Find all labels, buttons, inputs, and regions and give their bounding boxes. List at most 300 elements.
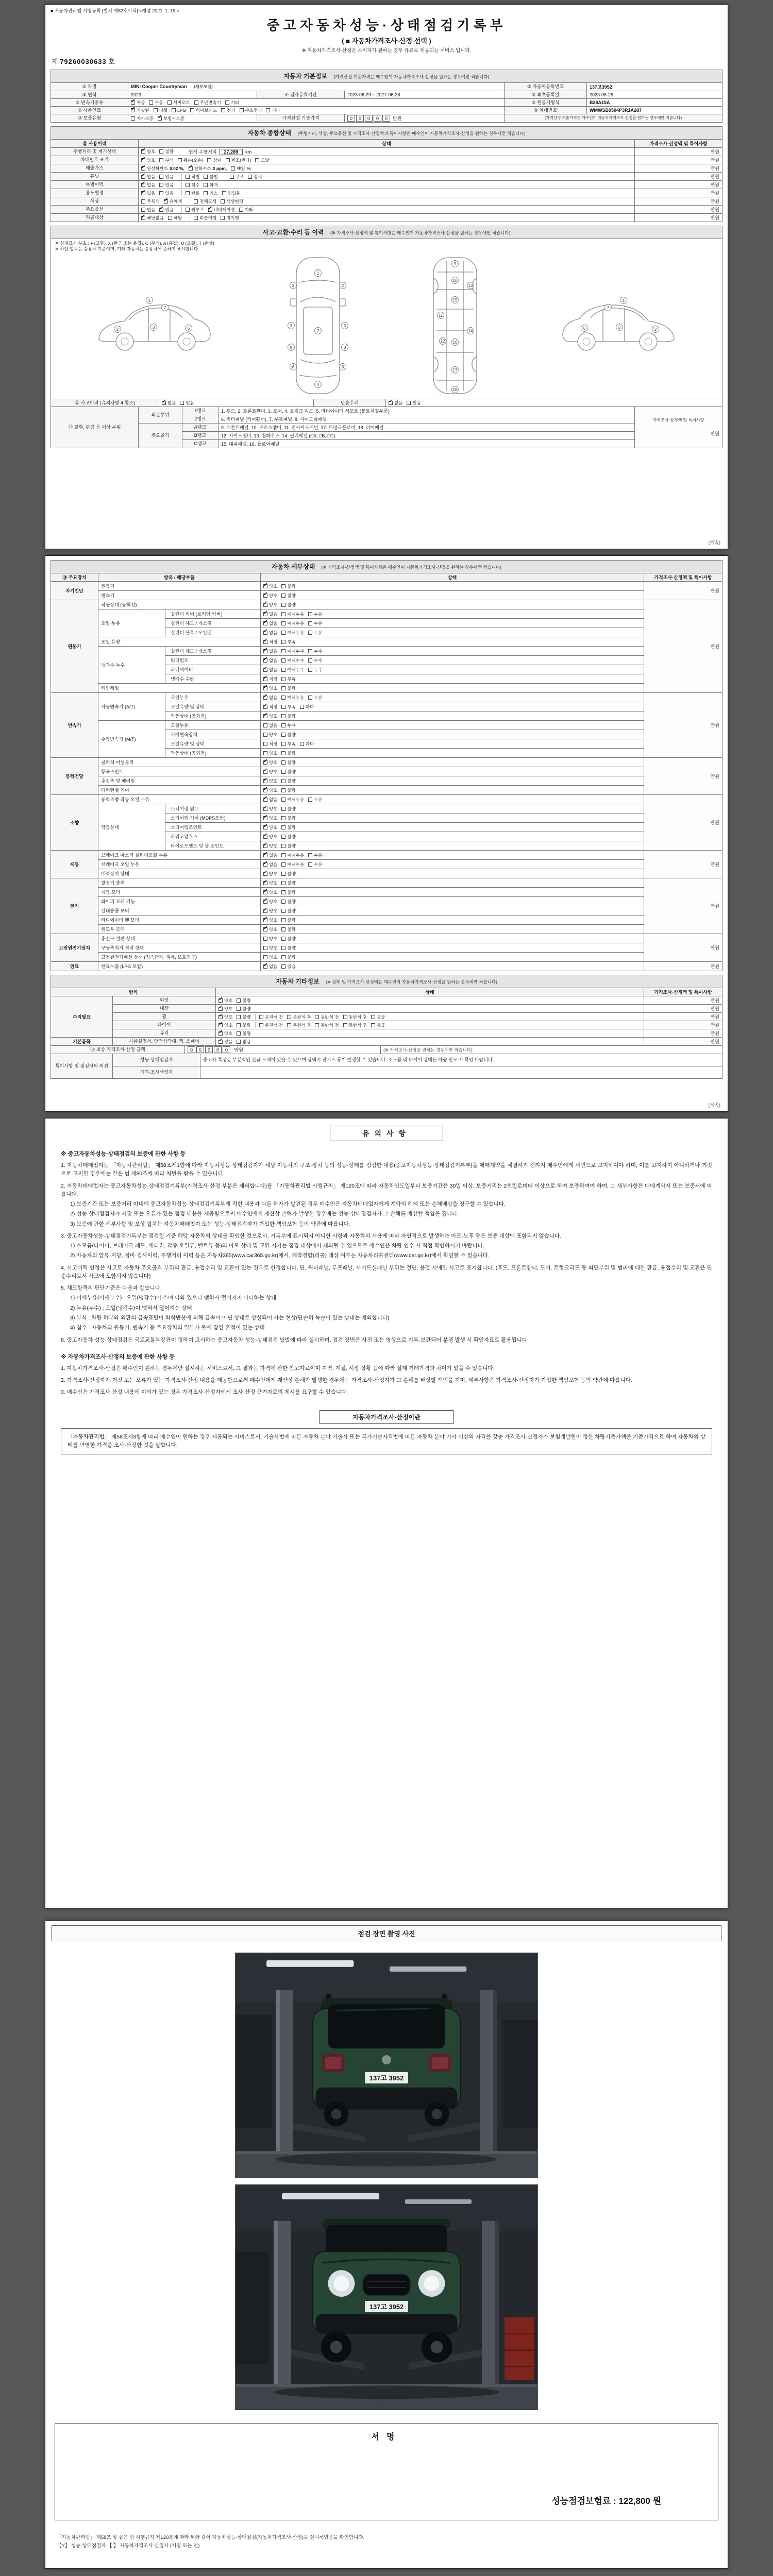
field-label: ⑨ 차대번호 <box>505 107 587 114</box>
price-cell: 만원 <box>644 962 722 971</box>
page-4 <box>45 1921 728 2569</box>
checkbox-label: 불량 <box>242 1022 251 1028</box>
checkbox-label: 양호 <box>269 871 278 876</box>
field-label: ⑤ 최초등록일 <box>505 91 587 99</box>
checkbox-icon <box>221 108 225 112</box>
checkbox-checked-icon <box>263 612 267 616</box>
item-label: 와이퍼 모터 기능 <box>98 897 261 906</box>
state-options <box>261 637 644 647</box>
checkbox-option <box>343 1014 367 1020</box>
price-cell: 만원 <box>644 1038 722 1046</box>
signature-title: 서명 <box>371 2433 402 2442</box>
checkbox-label: 없음 <box>269 722 278 728</box>
checkbox-label: 없음 <box>269 861 278 867</box>
checkbox-label: 양호 <box>269 750 278 756</box>
checkbox-icon <box>237 998 241 1003</box>
brand-emblem <box>382 2055 391 2064</box>
state-options <box>261 591 644 600</box>
checkbox-option <box>154 107 167 113</box>
car-rear-view <box>313 1994 461 2127</box>
checkbox-label: 양호 <box>224 997 233 1003</box>
appraiser-comment <box>200 1066 722 1079</box>
checkbox-label: 침수 <box>191 182 200 188</box>
checkbox-option <box>281 583 295 589</box>
field-value: MINI Cooper Countryman (세부모델) <box>128 83 505 91</box>
checkbox-option <box>131 107 149 113</box>
checkbox-label: 있음 <box>412 400 421 405</box>
svg-text:8: 8 <box>290 345 292 350</box>
basic-info-row <box>51 83 722 91</box>
checkbox-label: 자가보증 <box>137 115 154 121</box>
price-cell <box>635 406 722 448</box>
checkbox-icon <box>281 872 285 876</box>
checkbox-label: 불량 <box>287 880 296 886</box>
price-cell: 만원 <box>644 878 722 934</box>
checkbox-checked-icon <box>263 770 267 774</box>
state-options <box>261 841 644 851</box>
state-options <box>261 767 644 776</box>
checkbox-option <box>263 732 277 738</box>
misc-row <box>51 1005 722 1013</box>
checkbox-checked-icon <box>263 631 267 635</box>
checkbox-option <box>281 769 295 775</box>
checkbox-icon <box>281 825 285 829</box>
checkbox-option <box>141 182 155 188</box>
notice-item: 3. 매수인은 가격조사·산정 내용에 이의가 있는 경우 가격조사·산정자에게 조사·산정 근거자료의 제시를 요구할 수 있습니다. <box>61 1389 348 1396</box>
price-cell: 만원 <box>644 582 722 600</box>
svg-text:12: 12 <box>440 338 445 344</box>
checkbox-icon <box>281 733 285 737</box>
checkbox-option <box>189 165 227 172</box>
state-options <box>216 1029 644 1038</box>
checkbox-option <box>263 778 277 784</box>
remark-row <box>51 1066 722 1079</box>
checkbox-icon <box>263 742 267 746</box>
checkbox-option <box>281 871 295 877</box>
device-name: 연료 <box>51 962 98 971</box>
checkbox-option <box>266 107 280 113</box>
price-cell: 만원 <box>635 181 722 189</box>
checkbox-option <box>248 174 262 180</box>
ceiling-light <box>405 2199 472 2204</box>
section-title: 자동차 종합상태 <box>247 129 291 137</box>
checkbox-icon <box>281 751 285 755</box>
checkbox-option <box>219 1006 232 1012</box>
checkbox-label: 동반석 전 <box>321 1022 339 1028</box>
field-label: ⑧ 원동기형식 <box>505 99 587 107</box>
checkbox-option <box>237 1014 250 1020</box>
checkbox-checked-icon <box>162 401 166 405</box>
item-label: 수동변속기 (M/T) <box>98 721 165 758</box>
price-cell: 만원 <box>635 156 722 164</box>
state-options <box>261 953 644 962</box>
item-label: 작동상태 <box>98 804 165 851</box>
checkbox-icon <box>308 631 312 635</box>
row-state <box>139 156 635 164</box>
checkbox-option <box>263 602 277 608</box>
checkbox-label: 없음 <box>242 1039 251 1044</box>
checkbox-checked-icon <box>263 853 267 857</box>
checkbox-icon <box>141 208 145 212</box>
option-group <box>141 190 181 196</box>
remark-row <box>51 1054 722 1066</box>
checkbox-icon <box>281 927 285 931</box>
checkbox-checked-icon <box>263 964 267 969</box>
svg-text:7: 7 <box>607 305 609 310</box>
checkbox-option <box>237 1039 250 1045</box>
checkbox-checked-icon <box>131 108 135 112</box>
checkbox-option <box>281 899 295 905</box>
row-state <box>139 206 635 214</box>
side-mirror-left <box>305 2258 315 2265</box>
checkbox-icon <box>259 1023 263 1027</box>
checkbox-option <box>281 936 295 942</box>
svg-text:2: 2 <box>116 327 119 332</box>
doc-no-suffix: 호 <box>108 58 115 65</box>
subitem-label: 오일누유 <box>165 721 261 730</box>
checkbox-icon <box>237 1015 241 1019</box>
notice-section-heading: ※ 중고자동차성능·상태점검의 보증에 관한 사항 등 <box>61 1151 186 1157</box>
price-cell: 만원 <box>644 934 722 962</box>
section-note: (주행거리, 색상, 주요옵션 및 가격조사·산정액과 특이사항은 매수인이 자동차가격조사·산정을 원하는 경우에만 적습니다) <box>297 131 526 136</box>
section-title: 사고·교환·수리 등 이력 <box>262 229 324 236</box>
checkbox-label: 부족 <box>287 741 296 747</box>
field-label: ① 차명 <box>51 83 128 91</box>
checkbox-option <box>389 400 402 406</box>
checkbox-icon <box>343 1015 347 1019</box>
checkbox-option <box>308 620 322 626</box>
checkbox-option <box>281 759 295 766</box>
overall-row <box>51 197 722 206</box>
basic-info-row <box>51 107 722 114</box>
checkbox-icon <box>159 183 163 187</box>
checkbox-icon <box>281 696 285 700</box>
checkbox-option <box>263 936 277 942</box>
notice-item: 1. 자동차가격조사·산정은 매수인이 원하는 경우에만 실시하는 서비스로서, 그 결과는 가격에 관한 참고자료이며 지역, 계절, 시장 상황 등에 따라 실제 거래가격과 차이가 있을 수 있습니다. <box>61 1365 495 1371</box>
state-options <box>261 730 644 739</box>
checkbox-option <box>263 583 277 589</box>
checkbox-label: 양호 <box>224 1014 233 1020</box>
checkbox-icon <box>186 183 190 187</box>
svg-text:6: 6 <box>292 364 294 369</box>
section-accident-history <box>51 226 722 239</box>
row-state <box>139 148 635 156</box>
price-cell: 만원 <box>644 758 722 795</box>
checkbox-option <box>141 165 184 172</box>
checkbox-icon <box>315 1023 319 1027</box>
checkbox-label: 없음 <box>394 400 403 405</box>
option-group <box>141 174 181 180</box>
accident-history-label: ⑫ 사고이력 (유의사항 4 참조) <box>51 399 159 406</box>
checkbox-option <box>219 1039 232 1045</box>
checkbox-option <box>259 1014 283 1020</box>
measured-value: 0.02 %, <box>170 165 184 171</box>
checkbox-option <box>141 157 155 163</box>
field-value: 2023 <box>128 91 257 99</box>
checkbox-icon <box>308 696 312 700</box>
checkbox-option <box>263 648 277 654</box>
price-survey-note: ※ 자동차가격조사·산정은 소비자가 원하는 경우 유료로 제공되는 서비스 입니다. <box>301 48 472 54</box>
device-name: 자기진단 <box>51 582 98 600</box>
checkbox-icon <box>371 1023 375 1027</box>
checkbox-label: 양호 <box>269 843 278 849</box>
checkbox-icon <box>194 216 198 220</box>
section-title: 자동차 세부상태 <box>271 563 315 570</box>
checkbox-icon <box>281 816 285 820</box>
checkbox-label: 누유 <box>287 722 296 728</box>
option-group <box>190 215 247 221</box>
checkbox-label: 불량 <box>165 149 174 154</box>
final-price-note: (※ 가격조사·산정을 원하는 경우에만 적습니다) <box>381 1046 722 1054</box>
checkbox-label: 양호 <box>269 908 278 913</box>
notice-subitem: 3) 보증에 관한 세부사항 및 보상 절차는 자동차매매업자 또는 성능·상태점검자가 가입한 책임보험 등의 약관에 따릅니다. <box>70 1221 350 1227</box>
checkbox-label: 과다 <box>305 704 314 709</box>
option-group <box>226 174 270 180</box>
overall-row <box>51 156 722 164</box>
item-label: 실내송풍 모터 <box>98 906 261 916</box>
checkbox-icon <box>281 844 285 848</box>
checkbox-label: 없음 <box>269 852 278 858</box>
checkbox-icon <box>204 175 208 179</box>
checkbox-label: 불량 <box>287 592 296 598</box>
checkbox-option <box>231 165 250 172</box>
price-note-label: (가격산정 기준가격은 매수인이 자동차가격조사·산정을 원하는 경우에만 적습니다) <box>505 114 722 123</box>
document-number <box>52 56 722 66</box>
checkbox-checked-icon <box>219 1023 223 1027</box>
checkbox-option <box>263 880 277 886</box>
checkbox-label: 있음 <box>224 1039 233 1044</box>
notice-title: 유의사항 <box>330 1126 443 1141</box>
checkbox-option <box>281 722 295 728</box>
checkbox-option <box>204 190 217 196</box>
checkbox-checked-icon <box>263 668 267 672</box>
checkbox-option <box>204 174 217 180</box>
checkbox-label: 없음 <box>269 694 278 700</box>
checkbox-option <box>164 198 182 205</box>
checkbox-label: LPG <box>177 108 187 113</box>
misc-row <box>51 1013 722 1021</box>
svg-text:7: 7 <box>164 305 166 310</box>
state-options <box>261 674 644 684</box>
svg-text:3: 3 <box>618 325 620 330</box>
checkbox-icon <box>194 100 198 105</box>
accident-history-row <box>51 399 722 406</box>
checkbox-icon <box>149 100 153 105</box>
checkbox-icon <box>308 668 312 672</box>
field-label: ⑦ 사용연료 <box>51 107 128 114</box>
field-label: 가격산정 기준가격 <box>257 114 345 123</box>
checkbox-label: 미세누유 <box>287 694 305 700</box>
checkbox-icon <box>266 108 270 112</box>
checkbox-option <box>131 115 154 122</box>
checkbox-label: 양호 <box>269 889 278 895</box>
checkbox-option <box>281 685 295 691</box>
checkbox-label: 있음 <box>165 174 174 179</box>
checkbox-option <box>263 889 277 895</box>
checkbox-option <box>237 997 250 1004</box>
detail-row <box>51 851 722 860</box>
notice-subitem: 2) 자동차의 압류·저당, 정비·검사이력, 주행거리 이력 등은 자동차365(www.car365.go.kr)에서, 제작결함(리콜) 대상 여부는 자동차리콜센터(www.car.go.kr)에서 확인할 수 있습니다. <box>70 1252 490 1259</box>
checkbox-icon <box>281 603 285 607</box>
checkbox-icon <box>159 158 163 162</box>
checkbox-option <box>221 198 243 205</box>
rank-row <box>51 423 722 431</box>
fuel-options <box>128 107 505 114</box>
checkbox-label: 없음 <box>269 630 278 635</box>
item-label: 연료누출 (LPG 포함) <box>98 962 261 971</box>
checkbox-label: 불량 <box>242 997 251 1003</box>
checkbox-label: 누수 <box>314 667 323 672</box>
overall-row <box>51 173 722 181</box>
detail-row <box>51 888 722 897</box>
state-options <box>261 878 644 888</box>
checkbox-icon <box>281 686 285 690</box>
car-side-right-diagram <box>557 287 685 364</box>
rank-label: 2랭크 <box>182 415 219 423</box>
state-options <box>216 1013 644 1021</box>
checkbox-option <box>308 657 322 664</box>
checkbox-label: 매연 <box>237 165 245 171</box>
option-group <box>181 174 226 180</box>
checkbox-option <box>178 157 204 163</box>
checkbox-checked-icon <box>263 584 267 588</box>
notice-subitem: 3) 부식 : 차량 하부와 외판의 금속표면이 화학반응에 의해 금속이 아닌 상태로 상실되어 가는 현상(단순히 녹슬어 있는 상태는 제외합니다) <box>70 1314 390 1321</box>
notice-subitem: 4) 침수 : 자동차의 원동기, 변속기 등 주요장치의 일부가 물에 잠긴 흔적이 있는 상태 <box>70 1325 265 1331</box>
checkbox-label: 양호 <box>269 945 278 951</box>
checkbox-icon <box>281 677 285 681</box>
price-digit: 0 <box>214 1046 222 1053</box>
checkbox-label: 불량 <box>287 936 296 941</box>
checkbox-option <box>263 945 277 951</box>
checkbox-label: 불량 <box>287 685 296 691</box>
svg-text:14: 14 <box>468 328 473 333</box>
state-options <box>261 758 644 767</box>
checkbox-option <box>281 667 304 673</box>
submodel-label: (세부모델) <box>194 84 213 89</box>
state-options <box>261 711 644 721</box>
checkbox-option <box>308 667 322 673</box>
basic-items-group-label: 기본품목 <box>51 1038 113 1046</box>
checkbox-label: 불량 <box>287 713 296 719</box>
checkbox-icon <box>263 733 267 737</box>
checkbox-label: 부족 <box>287 639 296 645</box>
state-options <box>261 869 644 878</box>
checkbox-label: 불량 <box>287 583 296 589</box>
notice-subitem: 2) 성능·상태점검자가 거짓 또는 오류가 있는 점검 내용을 제공함으로써 매수인에게 재산상 손해가 발생한 경우에는 성능·상태점검자가 그 손해를 배상할 책임을 집니다. <box>70 1211 459 1217</box>
checkbox-option <box>141 190 155 196</box>
state-options <box>261 628 644 637</box>
subitem-label: 실린더 커버 (로커암 커버) <box>165 609 261 619</box>
checkbox-option <box>281 592 295 599</box>
field-value: 2023-06-29 <box>587 91 722 99</box>
checkbox-label: 없음 <box>269 796 278 802</box>
checkbox-option <box>186 174 199 180</box>
checkbox-checked-icon <box>263 621 267 625</box>
checkbox-option <box>308 611 322 617</box>
checkbox-option <box>281 880 295 886</box>
detail-row <box>51 943 722 953</box>
subitem-label: 스티어링 펌프 <box>165 804 261 814</box>
notice-item: 1. 자동차매매업자는 「자동차관리법」 제58조제1항에 따라 자동차성능·상태점검자가 해당 자동차의 구조·장치 등의 성능·상태를 점검한 내용(중고자동차성능·상태점검기록부)을 매매계약을 체결하기 전까지 매수인에게 서면으로 고지하여야 하며, 이를 고지하지 아니하거나 거짓으로 고지한 경우에는 같은 법 제80조에 따라 처벌을 받을 수 있습니다. <box>61 1162 712 1177</box>
doc-no-prefix: 제 <box>52 58 58 65</box>
price-cell: 만원 <box>644 600 722 693</box>
state-options <box>261 897 644 906</box>
notice-item: 2. 가격조사·산정자가 거짓 또는 오류가 있는 가격조사·산정 내용을 제공함으로써 매수인에게 재산상 손해가 발생한 경우에는 가격조사·산정자가 그 손해를 배상할 책임을 지며, 세부사항은 가격조사·산정자가 가입한 책임보험 등의 약관에 따릅니다. <box>61 1377 632 1384</box>
checkbox-label: 양호 <box>269 787 278 793</box>
checkbox-icon <box>259 1015 263 1019</box>
state-options <box>261 647 644 656</box>
checkbox-label: 양호 <box>269 713 278 719</box>
checkbox-icon <box>263 946 267 950</box>
checkbox-icon <box>186 175 190 179</box>
checkbox-icon <box>281 798 285 802</box>
item-label: 오일 유량 <box>98 637 261 647</box>
checkbox-icon <box>237 1040 241 1044</box>
checkbox-label: 리콜이행 <box>199 215 217 221</box>
checkbox-label: 적정 <box>269 676 278 682</box>
checkbox-checked-icon <box>263 760 267 765</box>
checkbox-label: 렌트 <box>191 190 200 196</box>
checkbox-checked-icon <box>141 216 145 220</box>
page-1 <box>45 4 728 549</box>
checkbox-label: 부족 <box>287 704 296 709</box>
checkbox-option <box>281 787 295 793</box>
checkbox-label: 전기 <box>227 108 236 113</box>
checkbox-option <box>263 713 277 719</box>
checkbox-option <box>308 796 322 803</box>
device-name: 제동 <box>51 851 98 878</box>
overall-header-row <box>51 140 722 148</box>
checkbox-checked-icon <box>263 844 267 848</box>
checkbox-option <box>263 676 277 682</box>
checkbox-label: 있음 <box>165 182 174 188</box>
checkbox-checked-icon <box>263 714 267 718</box>
device-name: 원동기 <box>51 600 98 693</box>
column-header: 항목 <box>51 988 216 996</box>
detail-header-row <box>51 573 722 582</box>
main-frame-group: 주요골격 <box>139 423 182 448</box>
checkbox-option <box>263 769 277 775</box>
checkbox-option <box>315 1022 339 1028</box>
checkbox-option <box>240 107 262 113</box>
price-cell: 만원 <box>635 197 722 206</box>
item-label: 윈도우 모터 <box>98 925 261 934</box>
svg-text:2: 2 <box>654 327 657 332</box>
checkbox-icon <box>281 918 285 922</box>
detail-row <box>51 582 722 591</box>
grille <box>363 2274 410 2296</box>
price-cell: 만원 <box>635 189 722 197</box>
subitem-label: 작동상태 (공회전) <box>165 749 261 758</box>
checkbox-label: 누유 <box>314 630 323 635</box>
state-options <box>261 749 644 758</box>
checkbox-option <box>263 759 277 766</box>
column-header: 상태 <box>139 140 635 148</box>
row-label: 색상 <box>51 197 139 206</box>
checkbox-icon <box>281 835 285 839</box>
row-state <box>139 189 635 197</box>
checkbox-icon <box>281 621 285 625</box>
checkbox-label: 누유 <box>314 861 323 867</box>
row-state <box>139 173 635 181</box>
subitem-label: 오일유량 및 상태 <box>165 702 261 711</box>
checkbox-icon <box>300 742 304 746</box>
checkbox-icon <box>308 798 312 802</box>
overall-state-table <box>51 139 722 222</box>
fee-value: 122,800 원 <box>618 2496 661 2506</box>
checkbox-checked-icon <box>263 686 267 690</box>
checkbox-option <box>204 182 217 188</box>
